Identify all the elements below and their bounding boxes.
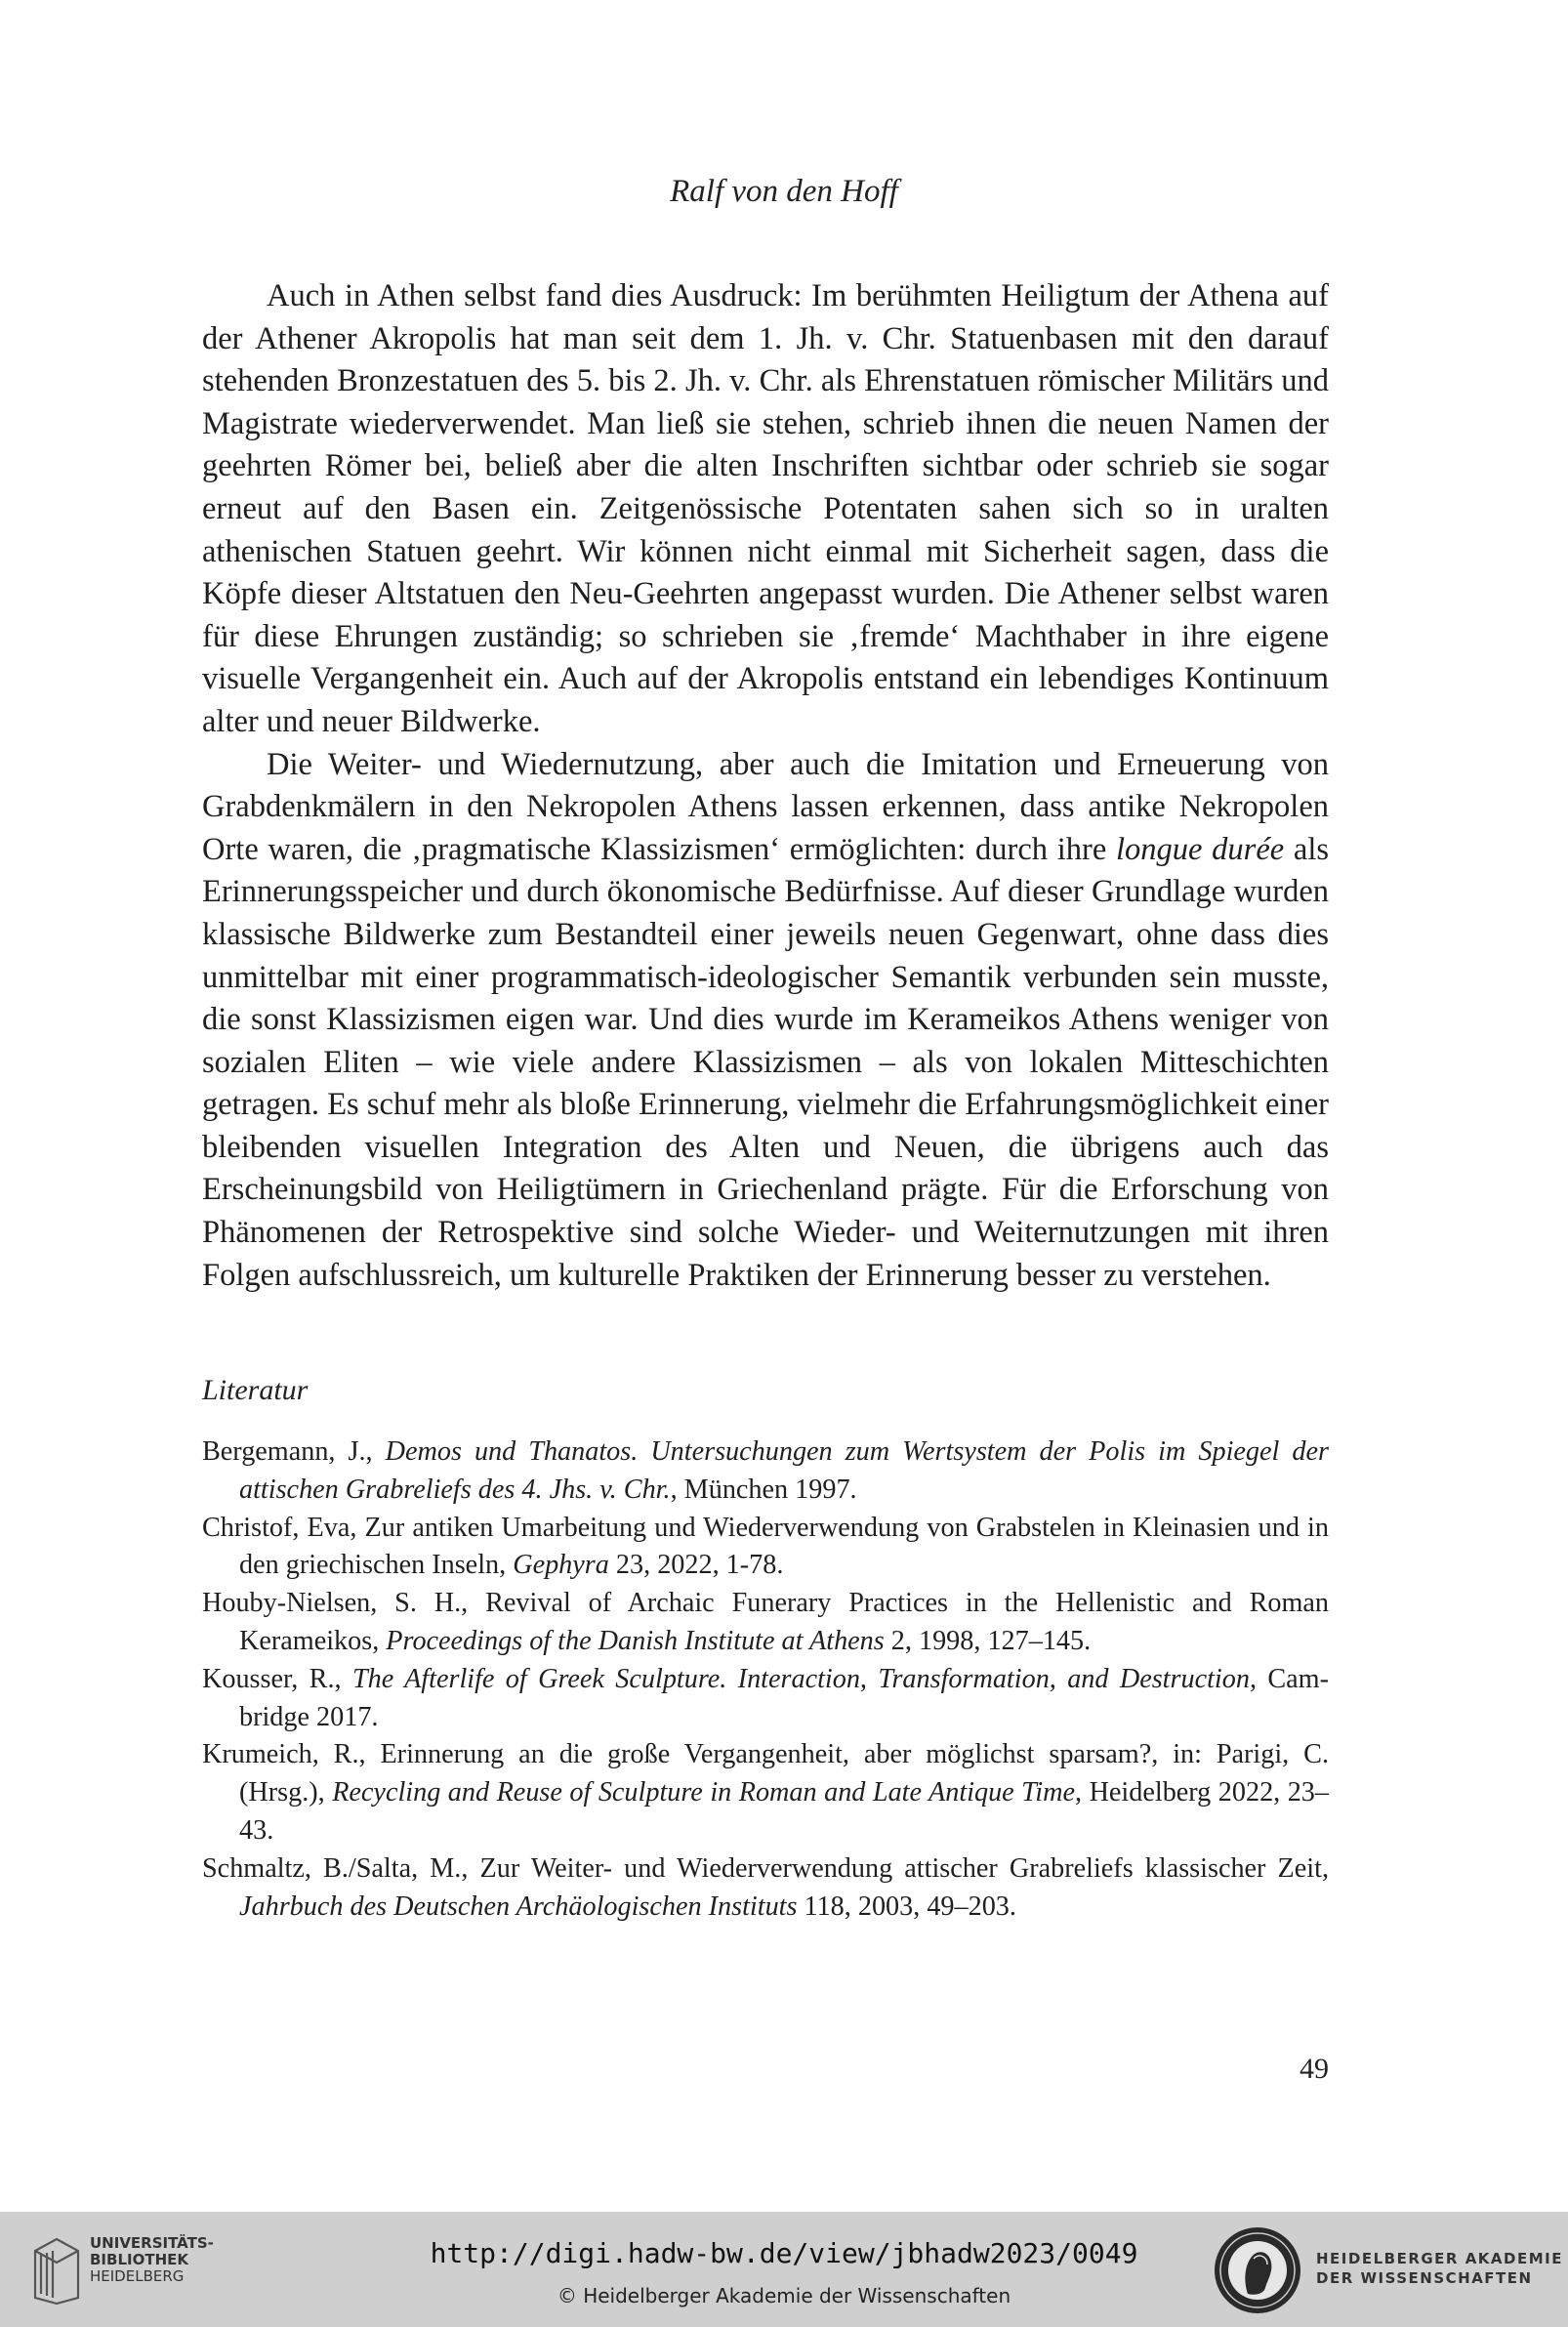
reference-item [202,1850,1329,1927]
text-run: Auch in Athen selbst fand dies Ausdruck: Im berühmten Heiligtum der Athena auf der Athener Akropolis hat man seit dem 1. Jh. v. Chr. Statuenbasen mit den darauf stehenden Bronzestatuen des 5. bis 2. Jh. v. Chr. als Ehrenstatuen römischer Militärs und Magistrate wiederverwendet. Man ließ sie stehen, schrieb ihnen die neuen Namen der geehrten Römer bei, beließ aber die alten Inschriften sichtbar oder schrieb sie sogar erneut auf den Basen ein. Zeitgenössische Potentaten sahen sich so in uralten athenischen Statuen geehrt. Wir können nicht einmal mit Sicherheit sagen, dass die Köpfe dieser Altstatuen den Neu-Geehrten angepasst wurden. Die Athener selbst waren für diese Ehrungen zuständig; so schrieben sie ‚fremde‘ Machthaber in ihre eigene visuelle Vergangenheit ein. Auch auf der Akropolis entstand ein lebendiges Kontinuum alter und neuer Bildwerke. [202,278,1329,739]
copyright-notice: © Heidelberger Akademie der Wissenschaften [557,2284,1011,2307]
academy-seal-icon [1211,2223,1304,2317]
text-run: Die Weiter- und Wiedernutzung, aber auch die Imitation und Erneuerung von Grabdenkmälern in den Nekropolen Athens lassen erkennen, dass antike Nekropolen Orte waren, die ‚pragmatische Klassizismen‘ ermöglichten: durch ihre [202,746,1329,867]
reference-item [202,1585,1329,1661]
text-run: , Cambridge 2017. [239,1663,1329,1732]
italic-text: Demos und Thanatos. Untersuchungen zum Wertsystem der Polis im Spiegel der attischen Grabreliefs des 4. Jhs. v. Chr. [239,1436,1329,1505]
academy-name-line: DER WISSENSCHAFTEN [1316,2269,1533,2287]
paragraph [202,275,1329,744]
library-name-line: UNIVERSITÄTS- [90,2234,214,2252]
text-run: Kousser, R., [202,1663,352,1694]
text-run: , München 1997. [670,1474,857,1505]
permalink-url[interactable]: http://digi.hadw-bw.de/view/jbhadw2023/0049 [430,2237,1138,2269]
footer-bar [0,2212,1568,2327]
italic-text: Jahrbuch des Deutschen Archäologischen Instituts [239,1891,798,1922]
running-head: Ralf von den Hoff [670,174,898,209]
text-run: Houby-Nielsen, S. H., Revival of Archaic Funerary Practices in the Hellenistic and Roman Kerameikos, [202,1588,1329,1656]
text-run: Christof, Eva, Zur antiken Umarbeitung und Wiederverwendung von Grabstelen in Kleinasien und in den griechischen Inseln, [202,1512,1329,1581]
italic-text: longue durée [1116,831,1285,867]
page-number: 49 [1300,2053,1329,2085]
reference-item [202,1661,1329,1737]
italic-text: Recycling and Reuse of Sculpture in Roman and Late Antique Time [332,1777,1076,1808]
italic-text: Gephyra [513,1550,609,1581]
italic-text: Proceedings of the Danish Institute at Athens [386,1625,885,1656]
text-run: , Heidelberg 2022, 23–43. [239,1777,1329,1846]
text-run: Krumeich, R., Erinnerung an die große Vergangenheit, aber möglichst sparsam?, in: Parigi, C. (Hrsg.), [202,1739,1329,1808]
body-text [202,275,1329,1297]
text-run: als Erinnerungsspeicher und durch ökonomische Bedürfnisse. Auf dieser Grundlage wurden klassische Bildwerke zum Bestandteil einer jeweils neuen Gegenwart, ohne dass dies unmittelbar mit einer programmatisch-ideologischer Semantik verbunden sein musste, die sonst Klassizismen eigen war. Und dies wurde im Kerameikos Athens weniger von sozialen Eliten – wie viele andere Klassizismen – als von lokalen Mitteschichten getragen. Es schuf mehr als bloße Erinnerung, vielmehr die Erfahrungsmöglichkeit einer bleibenden visuellen Integration des Alten und Neuen, die übrigens auch das Erscheinungsbild von Heiligtümern in Griechenland prägte. Für die Erforschung von Phänomenen der Retrospektive sind solche Wieder- und Weiternutzungen mit ihren Folgen aufschlussreich, um kulturelle Praktiken der Erinnerung besser zu verstehen. [202,831,1330,1293]
library-name-line: BIBLIOTHEK [90,2251,188,2268]
academy-name [1316,2249,1563,2288]
text-run: Bergemann, J., [202,1436,386,1467]
text-run: 2, 1998, 127–145. [884,1625,1092,1656]
academy-name-line: HEIDELBERGER AKADEMIE [1316,2250,1563,2267]
library-name-line: HEIDELBERG [90,2267,185,2285]
reference-item [202,1510,1329,1586]
paragraph [202,744,1329,1298]
italic-text: The Afterlife of Greek Sculpture. Interaction, Transformation, and Destruction [351,1663,1250,1694]
reference-item [202,1434,1329,1510]
text-run: 118, 2003, 49–203. [797,1891,1016,1922]
text-run: Schmaltz, B./Salta, M., Zur Weiter- und Wiederverwendung attischer Grabreliefs klassischer Zeit, [202,1852,1329,1884]
reference-list [202,1434,1329,1926]
literature-heading: Literatur [202,1374,309,1406]
reference-item [202,1736,1329,1849]
text-run: 23, 2022, 1-78. [608,1550,784,1581]
